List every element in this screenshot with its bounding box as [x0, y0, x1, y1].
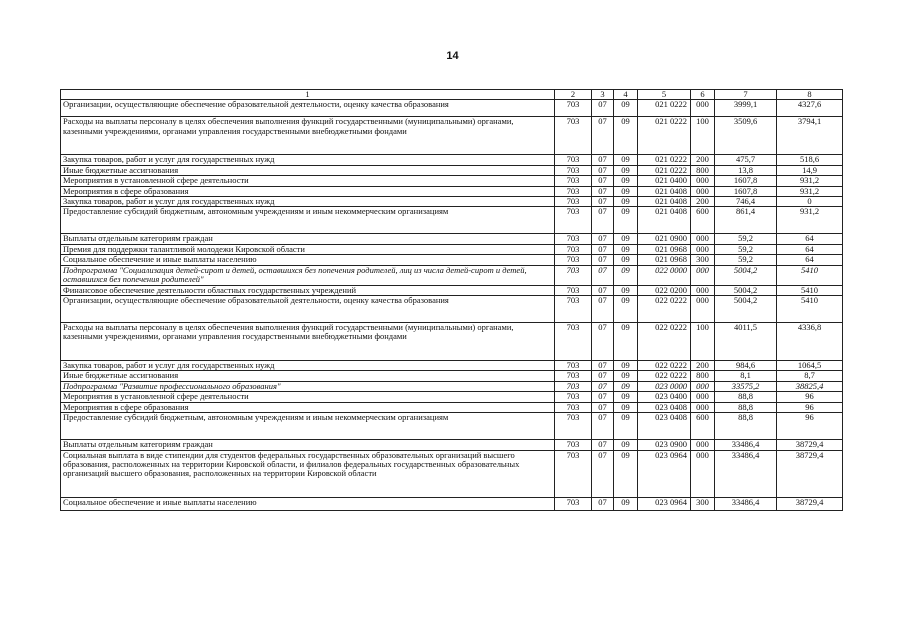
amount-2016-cell: 38729,4	[777, 497, 843, 510]
amount-2016-cell: 4336,8	[777, 323, 843, 361]
table-row	[61, 296, 843, 323]
amount-2015-cell: 33575,2	[715, 381, 777, 391]
vr-cell: 800	[691, 165, 715, 175]
header-cell: 6	[691, 90, 715, 100]
rz-cell: 703	[555, 176, 592, 186]
target-cell: 021 0408	[638, 186, 691, 196]
table-row	[61, 186, 843, 196]
target-cell: 021 0408	[638, 207, 691, 234]
rz-cell: 703	[555, 197, 592, 207]
vr-cell: 000	[691, 450, 715, 497]
pr-cell: 07	[592, 450, 614, 497]
rz-cell: 703	[555, 207, 592, 234]
header-cell: 7	[715, 90, 777, 100]
target-cell: 023 0964	[638, 497, 691, 510]
pr-cell: 07	[592, 285, 614, 295]
rz-cell: 703	[555, 255, 592, 265]
amount-2016-cell: 64	[777, 255, 843, 265]
pr-cell: 07	[592, 165, 614, 175]
pr-cell: 07	[592, 255, 614, 265]
rz-cell: 703	[555, 371, 592, 381]
table-row	[61, 450, 843, 497]
rz-cell: 703	[555, 413, 592, 440]
table-row	[61, 371, 843, 381]
table-row	[61, 497, 843, 510]
pr-cell: 07	[592, 371, 614, 381]
header-cell: 8	[777, 90, 843, 100]
item-name-cell: Расходы на выплаты персоналу в целях обеспечения выполнения функций государственными (муниципальными) органами, казенными учреждениями, органами управления государственными внебюджетными фондами	[61, 323, 555, 361]
item-name-cell: Выплаты отдельным категориям граждан	[61, 234, 555, 244]
rz-cell: 703	[555, 381, 592, 391]
rz-cell: 703	[555, 165, 592, 175]
amount-2016-cell: 64	[777, 244, 843, 254]
item-name-cell: Выплаты отдельным категориям граждан	[61, 440, 555, 450]
target-cell: 023 0400	[638, 392, 691, 402]
amount-2015-cell: 88,8	[715, 392, 777, 402]
rz-cell: 703	[555, 450, 592, 497]
vr-cell: 000	[691, 176, 715, 186]
amount-2015-cell: 59,2	[715, 244, 777, 254]
table-row	[61, 244, 843, 254]
vr-cell: 000	[691, 285, 715, 295]
vr-cell: 300	[691, 497, 715, 510]
amount-2015-cell: 861,4	[715, 207, 777, 234]
rz-cell: 703	[555, 497, 592, 510]
target-cell: 021 0968	[638, 255, 691, 265]
table-row	[61, 402, 843, 412]
target-cell: 023 0408	[638, 402, 691, 412]
pr-cell: 07	[592, 234, 614, 244]
target-cell: 022 0000	[638, 265, 691, 285]
rz-cell: 703	[555, 265, 592, 285]
vr-cell: 200	[691, 361, 715, 371]
amount-2015-cell: 13,8	[715, 165, 777, 175]
item-name-cell: Социальная выплата в виде стипендии для студентов федеральных государственных образовательных организаций высшего образования, расположенных на территории Кировской области, и филиалов федеральных государственных образовательных организаций высшего образования, расположенных на территории Кировской области	[61, 450, 555, 497]
vr-cell: 200	[691, 155, 715, 165]
pr-cell: 07	[592, 244, 614, 254]
target-cell: 023 0000	[638, 381, 691, 391]
target-cell: 021 0400	[638, 176, 691, 186]
cs-cell: 09	[614, 296, 638, 323]
amount-2015-cell: 8,1	[715, 371, 777, 381]
table-row	[61, 176, 843, 186]
amount-2016-cell: 64	[777, 234, 843, 244]
page-number: 14	[446, 50, 459, 62]
amount-2015-cell: 88,8	[715, 402, 777, 412]
cs-cell: 09	[614, 265, 638, 285]
cs-cell: 09	[614, 244, 638, 254]
item-name-cell: Закупка товаров, работ и услуг для государственных нужд	[61, 197, 555, 207]
item-name-cell: Предоставление субсидий бюджетным, автономным учреждениям и иным некоммерческим организациям	[61, 413, 555, 440]
table-row	[61, 117, 843, 155]
amount-2016-cell: 38729,4	[777, 450, 843, 497]
rz-cell: 703	[555, 100, 592, 117]
item-name-cell: Социальное обеспечение и иные выплаты населению	[61, 255, 555, 265]
vr-cell: 000	[691, 392, 715, 402]
table-row	[61, 165, 843, 175]
target-cell: 021 0900	[638, 234, 691, 244]
amount-2016-cell: 5410	[777, 296, 843, 323]
item-name-cell: Подпрограмма "Социализация детей-сирот и детей, оставшихся без попечения родителей, лиц из числа детей-сирот и детей, оставшихся без попечения родителей"	[61, 265, 555, 285]
vr-cell: 000	[691, 244, 715, 254]
cs-cell: 09	[614, 165, 638, 175]
cs-cell: 09	[614, 371, 638, 381]
target-cell: 021 0222	[638, 155, 691, 165]
target-cell: 021 0408	[638, 197, 691, 207]
amount-2015-cell: 984,6	[715, 361, 777, 371]
rz-cell: 703	[555, 296, 592, 323]
table-row	[61, 155, 843, 165]
amount-2015-cell: 1607,8	[715, 186, 777, 196]
amount-2015-cell: 33486,4	[715, 497, 777, 510]
table-row	[61, 413, 843, 440]
vr-cell: 000	[691, 402, 715, 412]
pr-cell: 07	[592, 497, 614, 510]
amount-2016-cell: 14,9	[777, 165, 843, 175]
cs-cell: 09	[614, 285, 638, 295]
vr-cell: 300	[691, 255, 715, 265]
header-cell: 3	[592, 90, 614, 100]
cs-cell: 09	[614, 176, 638, 186]
vr-cell: 100	[691, 323, 715, 361]
pr-cell: 07	[592, 381, 614, 391]
vr-cell: 000	[691, 186, 715, 196]
amount-2016-cell: 5410	[777, 265, 843, 285]
table-row	[61, 392, 843, 402]
table-row	[61, 197, 843, 207]
table-row	[61, 361, 843, 371]
amount-2015-cell: 5004,2	[715, 296, 777, 323]
item-name-cell: Предоставление субсидий бюджетным, автономным учреждениям и иным некоммерческим организациям	[61, 207, 555, 234]
vr-cell: 000	[691, 234, 715, 244]
amount-2016-cell: 5410	[777, 285, 843, 295]
vr-cell: 000	[691, 296, 715, 323]
target-cell: 021 0222	[638, 165, 691, 175]
cs-cell: 09	[614, 440, 638, 450]
amount-2016-cell: 96	[777, 413, 843, 440]
pr-cell: 07	[592, 323, 614, 361]
vr-cell: 000	[691, 381, 715, 391]
amount-2015-cell: 4011,5	[715, 323, 777, 361]
item-name-cell: Расходы на выплаты персоналу в целях обеспечения выполнения функций государственными (муниципальными) органами, казенными учреждениями, органами управления государственными внебюджетными фондами	[61, 117, 555, 155]
pr-cell: 07	[592, 197, 614, 207]
header-cell: 2	[555, 90, 592, 100]
item-name-cell: Иные бюджетные ассигнования	[61, 165, 555, 175]
amount-2015-cell: 475,7	[715, 155, 777, 165]
vr-cell: 600	[691, 207, 715, 234]
rz-cell: 703	[555, 234, 592, 244]
amount-2016-cell: 3794,1	[777, 117, 843, 155]
cs-cell: 09	[614, 497, 638, 510]
item-name-cell: Мероприятия в установленной сфере деятельности	[61, 392, 555, 402]
pr-cell: 07	[592, 296, 614, 323]
pr-cell: 07	[592, 176, 614, 186]
amount-2015-cell: 33486,4	[715, 440, 777, 450]
item-name-cell: Мероприятия в установленной сфере деятельности	[61, 176, 555, 186]
cs-cell: 09	[614, 197, 638, 207]
table-row	[61, 381, 843, 391]
target-cell: 021 0222	[638, 100, 691, 117]
item-name-cell: Подпрограмма "Развитие профессионального образования"	[61, 381, 555, 391]
item-name-cell: Иные бюджетные ассигнования	[61, 371, 555, 381]
rz-cell: 703	[555, 323, 592, 361]
target-cell: 021 0222	[638, 117, 691, 155]
pr-cell: 07	[592, 392, 614, 402]
cs-cell: 09	[614, 381, 638, 391]
amount-2016-cell: 931,2	[777, 207, 843, 234]
cs-cell: 09	[614, 234, 638, 244]
header-row	[61, 90, 843, 100]
pr-cell: 07	[592, 413, 614, 440]
vr-cell: 100	[691, 117, 715, 155]
amount-2015-cell: 746,4	[715, 197, 777, 207]
amount-2016-cell: 96	[777, 402, 843, 412]
rz-cell: 703	[555, 440, 592, 450]
table-body	[61, 100, 843, 510]
cs-cell: 09	[614, 392, 638, 402]
cs-cell: 09	[614, 155, 638, 165]
rz-cell: 703	[555, 155, 592, 165]
pr-cell: 07	[592, 155, 614, 165]
table-row	[61, 255, 843, 265]
item-name-cell: Мероприятия в сфере образования	[61, 186, 555, 196]
header-cell: 1	[61, 90, 555, 100]
amount-2015-cell: 88,8	[715, 413, 777, 440]
cs-cell: 09	[614, 450, 638, 497]
rz-cell: 703	[555, 117, 592, 155]
amount-2015-cell: 3509,6	[715, 117, 777, 155]
target-cell: 022 0222	[638, 371, 691, 381]
amount-2016-cell: 38729,4	[777, 440, 843, 450]
header-cell: 4	[614, 90, 638, 100]
pr-cell: 07	[592, 186, 614, 196]
amount-2015-cell: 59,2	[715, 234, 777, 244]
table-row	[61, 265, 843, 285]
rz-cell: 703	[555, 402, 592, 412]
amount-2016-cell: 931,2	[777, 176, 843, 186]
target-cell: 023 0964	[638, 450, 691, 497]
amount-2016-cell: 96	[777, 392, 843, 402]
pr-cell: 07	[592, 402, 614, 412]
item-name-cell: Организации, осуществляющие обеспечение образовательной деятельности, оценку качества образования	[61, 100, 555, 117]
pr-cell: 07	[592, 361, 614, 371]
cs-cell: 09	[614, 402, 638, 412]
item-name-cell: Социальное обеспечение и иные выплаты населению	[61, 497, 555, 510]
rz-cell: 703	[555, 392, 592, 402]
budget-table	[60, 89, 843, 511]
target-cell: 023 0408	[638, 413, 691, 440]
table-row	[61, 323, 843, 361]
rz-cell: 703	[555, 361, 592, 371]
amount-2016-cell: 0	[777, 197, 843, 207]
pr-cell: 07	[592, 100, 614, 117]
target-cell: 022 0222	[638, 296, 691, 323]
cs-cell: 09	[614, 207, 638, 234]
amount-2015-cell: 3999,1	[715, 100, 777, 117]
item-name-cell: Финансовое обеспечение деятельности областных государственных учреждений	[61, 285, 555, 295]
cs-cell: 09	[614, 186, 638, 196]
amount-2016-cell: 931,2	[777, 186, 843, 196]
vr-cell: 000	[691, 265, 715, 285]
vr-cell: 600	[691, 413, 715, 440]
cs-cell: 09	[614, 100, 638, 117]
header-cell: 5	[638, 90, 691, 100]
pr-cell: 07	[592, 265, 614, 285]
amount-2016-cell: 8,7	[777, 371, 843, 381]
item-name-cell: Премия для поддержки талантливой молодежи Кировской области	[61, 244, 555, 254]
table-row	[61, 285, 843, 295]
target-cell: 021 0968	[638, 244, 691, 254]
cs-cell: 09	[614, 413, 638, 440]
cs-cell: 09	[614, 361, 638, 371]
item-name-cell: Закупка товаров, работ и услуг для государственных нужд	[61, 361, 555, 371]
rz-cell: 703	[555, 285, 592, 295]
table-row	[61, 100, 843, 117]
cs-cell: 09	[614, 117, 638, 155]
pr-cell: 07	[592, 117, 614, 155]
vr-cell: 000	[691, 440, 715, 450]
table-row	[61, 207, 843, 234]
item-name-cell: Закупка товаров, работ и услуг для государственных нужд	[61, 155, 555, 165]
target-cell: 022 0200	[638, 285, 691, 295]
vr-cell: 800	[691, 371, 715, 381]
item-name-cell: Организации, осуществляющие обеспечение образовательной деятельности, оценку качества образования	[61, 296, 555, 323]
amount-2015-cell: 5004,2	[715, 265, 777, 285]
pr-cell: 07	[592, 207, 614, 234]
table-row	[61, 234, 843, 244]
amount-2016-cell: 518,6	[777, 155, 843, 165]
pr-cell: 07	[592, 440, 614, 450]
amount-2016-cell: 1064,5	[777, 361, 843, 371]
item-name-cell: Мероприятия в сфере образования	[61, 402, 555, 412]
rz-cell: 703	[555, 186, 592, 196]
amount-2015-cell: 59,2	[715, 255, 777, 265]
target-cell: 023 0900	[638, 440, 691, 450]
target-cell: 022 0222	[638, 323, 691, 361]
amount-2016-cell: 4327,6	[777, 100, 843, 117]
cs-cell: 09	[614, 323, 638, 361]
amount-2016-cell: 38825,4	[777, 381, 843, 391]
target-cell: 022 0222	[638, 361, 691, 371]
amount-2015-cell: 5004,2	[715, 285, 777, 295]
vr-cell: 000	[691, 100, 715, 117]
table-row	[61, 440, 843, 450]
rz-cell: 703	[555, 244, 592, 254]
amount-2015-cell: 33486,4	[715, 450, 777, 497]
cs-cell: 09	[614, 255, 638, 265]
vr-cell: 200	[691, 197, 715, 207]
amount-2015-cell: 1607,8	[715, 176, 777, 186]
